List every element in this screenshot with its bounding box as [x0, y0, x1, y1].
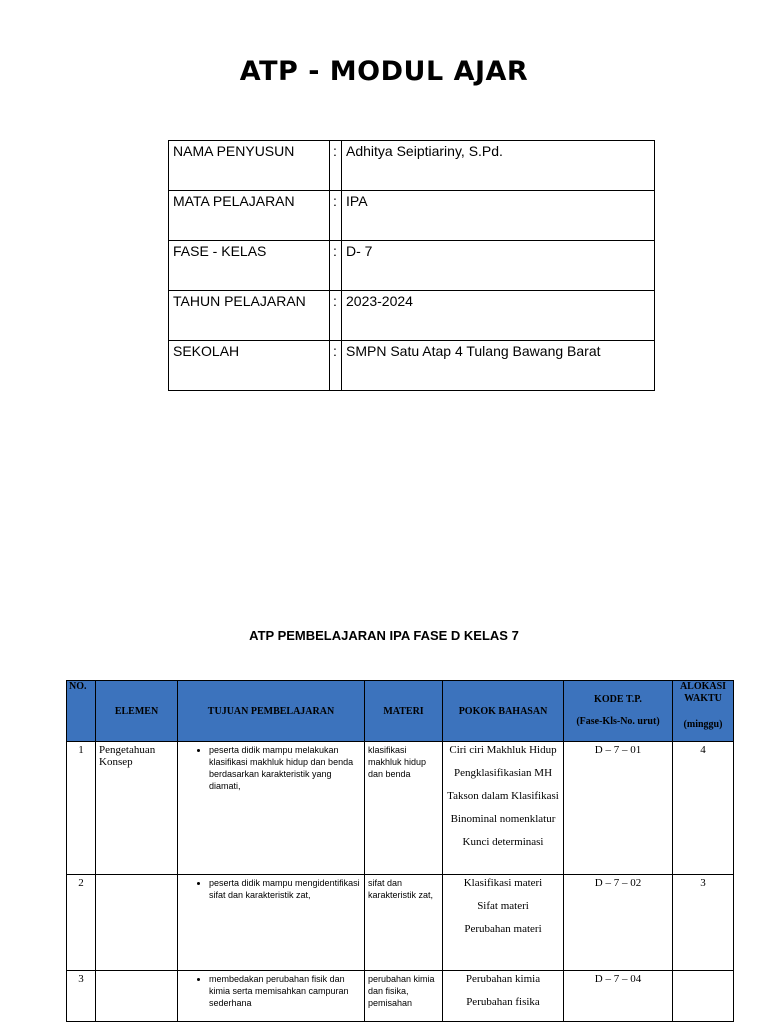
row-kode: D – 7 – 02 [564, 875, 673, 971]
row-kode: D – 7 – 04 [564, 971, 673, 1022]
pokok-item: Klasifikasi materi [463, 877, 543, 889]
info-value: D- 7 [342, 241, 655, 291]
header-elemen: ELEMEN [96, 681, 178, 742]
info-table [168, 140, 655, 391]
row-alokasi [673, 971, 734, 1022]
info-label: MATA PELAJARAN [169, 191, 330, 241]
row-elemen [96, 875, 178, 971]
header-kode [564, 681, 673, 742]
row-no: 3 [67, 971, 96, 1022]
row-pokok [443, 742, 564, 875]
info-value: SMPN Satu Atap 4 Tulang Bawang Barat [342, 341, 655, 391]
atp-table [66, 680, 734, 1022]
pokok-item: Kunci determinasi [462, 836, 544, 848]
header-no: NO. [67, 681, 96, 742]
info-value: 2023-2024 [342, 291, 655, 341]
row-alokasi: 3 [673, 875, 734, 971]
row-materi: perubahan kimia dan fisika, pemisahan [365, 971, 443, 1022]
page-title: ATP - MODUL AJAR [239, 56, 529, 87]
pokok-item: Perubahan kimia [465, 973, 541, 985]
pokok-item: Binominal nomenklatur [450, 813, 556, 825]
row-tujuan-item: • peserta didik mampu melakukan klasifikasi makhluk hidup dan benda berdasarkan karakteristik yang diamati, [209, 744, 361, 792]
header-alokasi-line1: ALOKASI [679, 681, 727, 692]
header-alokasi [673, 681, 734, 742]
pokok-item: Takson dalam Klasifikasi [447, 790, 559, 802]
info-label: TAHUN PELAJARAN [169, 291, 330, 341]
row-pokok [443, 971, 564, 1022]
info-label: SEKOLAH [169, 341, 330, 391]
row-tujuan-item: • membedakan perubahan fisik dan kimia serta memisahkan campuran sederhana [209, 973, 361, 1009]
row-elemen: Pengetahuan Konsep [96, 742, 178, 875]
pokok-item: Perubahan fisika [466, 996, 540, 1008]
row-elemen [96, 971, 178, 1022]
row-materi: sifat dan karakteristik zat, [365, 875, 443, 971]
header-alokasi-line3: (minggu) [683, 719, 723, 730]
info-colon: : [330, 191, 342, 241]
header-row [67, 681, 734, 742]
info-label: NAMA PENYUSUN [169, 141, 330, 191]
info-row-mata-pelajaran [169, 191, 655, 241]
header-kode-line2: (Fase-Kls-No. urut) [576, 716, 660, 727]
info-colon: : [330, 291, 342, 341]
row-materi: klasifikasi makhluk hidup dan benda [365, 742, 443, 875]
header-kode-line1: KODE T.P. [594, 694, 642, 705]
header-alokasi-line2: WAKTU [684, 693, 722, 704]
info-row-nama-penyusun [169, 141, 655, 191]
section-title: ATP PEMBELAJARAN IPA FASE D KELAS 7 [249, 628, 519, 643]
header-pokok: POKOK BAHASAN [443, 681, 564, 742]
row-tujuan-item: • peserta didik mampu mengidentifikasi sifat dan karakteristik zat, [209, 877, 361, 901]
row-kode: D – 7 – 01 [564, 742, 673, 875]
header-tujuan: TUJUAN PEMBELAJARAN [178, 681, 365, 742]
info-row-sekolah [169, 341, 655, 391]
info-row-tahun-pelajaran [169, 291, 655, 341]
pokok-item: Sifat materi [477, 900, 529, 912]
info-row-fase-kelas [169, 241, 655, 291]
pokok-item: Ciri ciri Makhluk Hidup [449, 744, 557, 756]
row-tujuan [178, 875, 365, 971]
info-value: IPA [342, 191, 655, 241]
info-colon: : [330, 241, 342, 291]
table-row [67, 875, 734, 971]
row-alokasi: 4 [673, 742, 734, 875]
pokok-item: Pengklasifikasian MH [453, 767, 553, 779]
info-colon: : [330, 341, 342, 391]
info-value: Adhitya Seiptiariny, S.Pd. [342, 141, 655, 191]
info-label: FASE - KELAS [169, 241, 330, 291]
table-row [67, 971, 734, 1022]
row-no: 1 [67, 742, 96, 875]
row-pokok [443, 875, 564, 971]
row-no: 2 [67, 875, 96, 971]
row-tujuan [178, 971, 365, 1022]
row-tujuan [178, 742, 365, 875]
info-colon: : [330, 141, 342, 191]
table-row [67, 742, 734, 875]
pokok-item: Perubahan materi [464, 923, 542, 935]
header-materi: MATERI [365, 681, 443, 742]
